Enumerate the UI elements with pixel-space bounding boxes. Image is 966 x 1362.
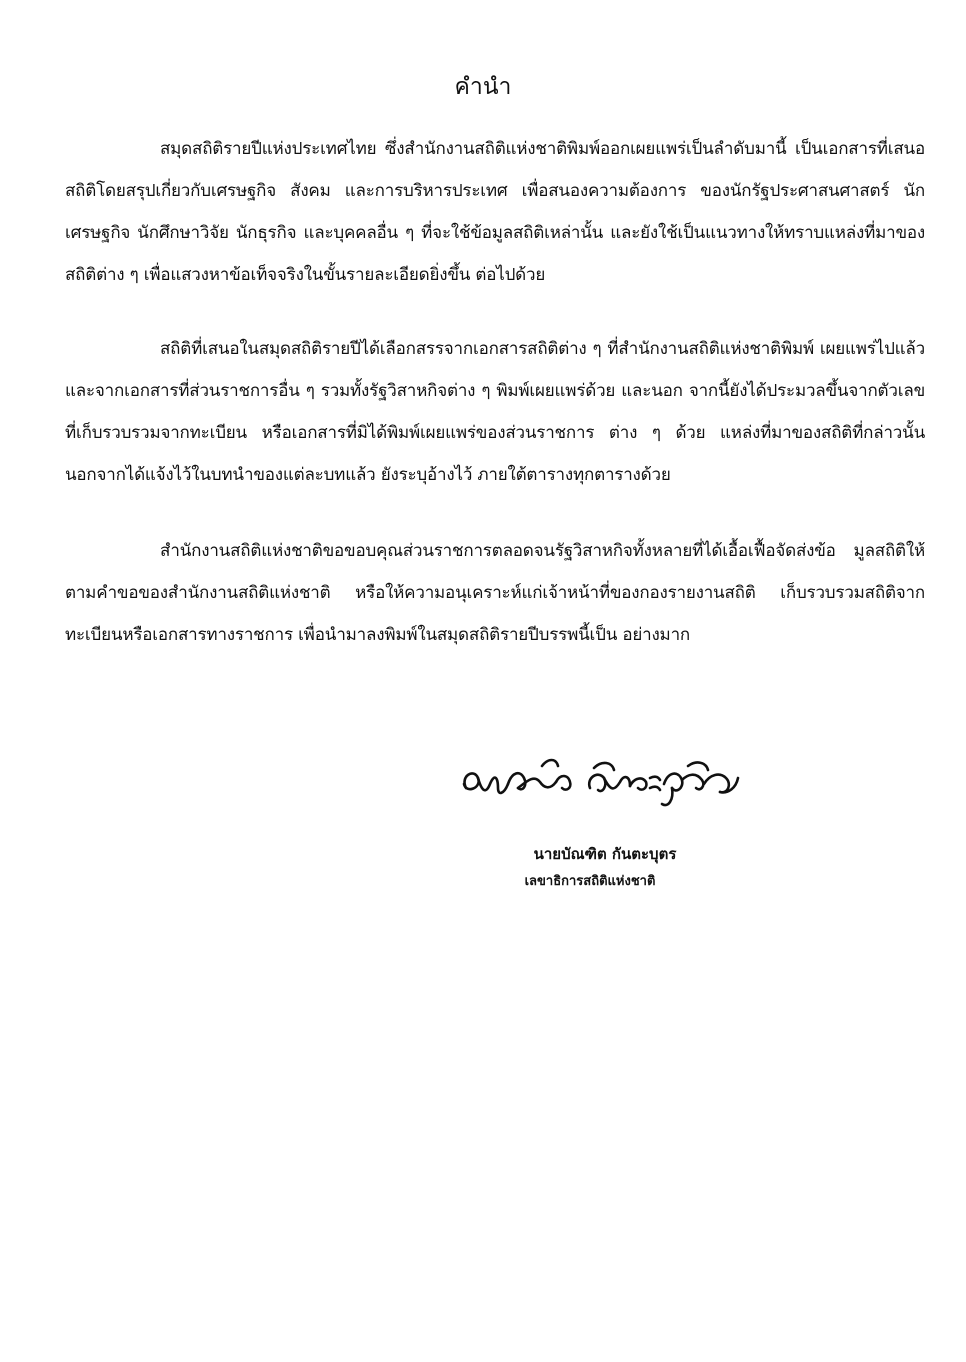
handwritten-signature <box>452 748 752 828</box>
paragraph-3-text: สำนักงานสถิติแห่งชาติขอขอบคุณส่วนราชการตลอดจนรัฐวิสาหกิจทั้งหลายที่ได้เอื้อเฟื้อจัดส่งข้อ มูลสถิติให้ตามคำขอของสำนักงานสถิติแห่งชาติ หรือให้ความอนุเคราะห์แก่เจ้าหน้าที่ของกองรายงานสถิติ เก็บรวบรวมสถิติจากทะเบียนหรือเอกสารทางราชการ เพื่อนำมาลงพิมพ์ในสมุดสถิติรายปีบรรพนี้เป็น อย่างมาก <box>65 541 925 645</box>
paragraph-3 <box>65 530 925 656</box>
paragraph-1 <box>65 128 925 296</box>
paragraph-2 <box>65 328 925 496</box>
paragraph-2-text: สถิติที่เสนอในสมุดสถิติรายปีได้เลือกสรรจากเอกสารสถิติต่าง ๆ ที่สำนักงานสถิติแห่งชาติพิมพ์ เผยแพร่ไปแล้ว และจากเอกสารที่ส่วนราชการอื่น ๆ รวมทั้งรัฐวิสาหกิจต่าง ๆ พิมพ์เผยแพร่ด้วย และนอก จากนี้ยังได้ประมวลขึ้นจากตัวเลขที่เก็บรวบรวมจากทะเบียน หรือเอกสารที่มิได้พิมพ์เผยแพร่ของส่วนราชการ ต่าง ๆ ด้วย แหล่งที่มาของสถิติที่กล่าวนั้น นอกจากได้แจ้งไว้ในบทนำของแต่ละบทแล้ว ยังระบุอ้างไว้ ภายใต้ตารางทุกตารางด้วย <box>65 339 925 485</box>
signer-position: เลขาธิการสถิติแห่งชาติ <box>524 874 656 889</box>
document-title: คำนำ <box>454 74 512 100</box>
paragraph-1-text: สมุดสถิติรายปีแห่งประเทศไทย ซึ่งสำนักงานสถิติแห่งชาติพิมพ์ออกเผยแพร่เป็นลำดับมานี้ เป็นเอกสารที่เสนอสถิติโดยสรุปเกี่ยวกับเศรษฐกิจ สังคม และการบริหารประเทศ เพื่อสนองความต้องการ ของนักรัฐประศาสนศาสตร์ นักเศรษฐกิจ นักศึกษาวิจัย นักธุรกิจ และบุคคลอื่น ๆ ที่จะใช้ข้อมูลสถิติเหล่านั้น และยังใช้เป็นแนวทางให้ทราบแหล่งที่มาของสถิติต่าง ๆ เพื่อแสวงหาข้อเท็จจริงในขั้นรายละเอียดยิ่งขึ้น ต่อไปด้วย <box>65 139 925 285</box>
signer-name: นายบัณฑิต กันตะบุตร <box>533 845 677 863</box>
